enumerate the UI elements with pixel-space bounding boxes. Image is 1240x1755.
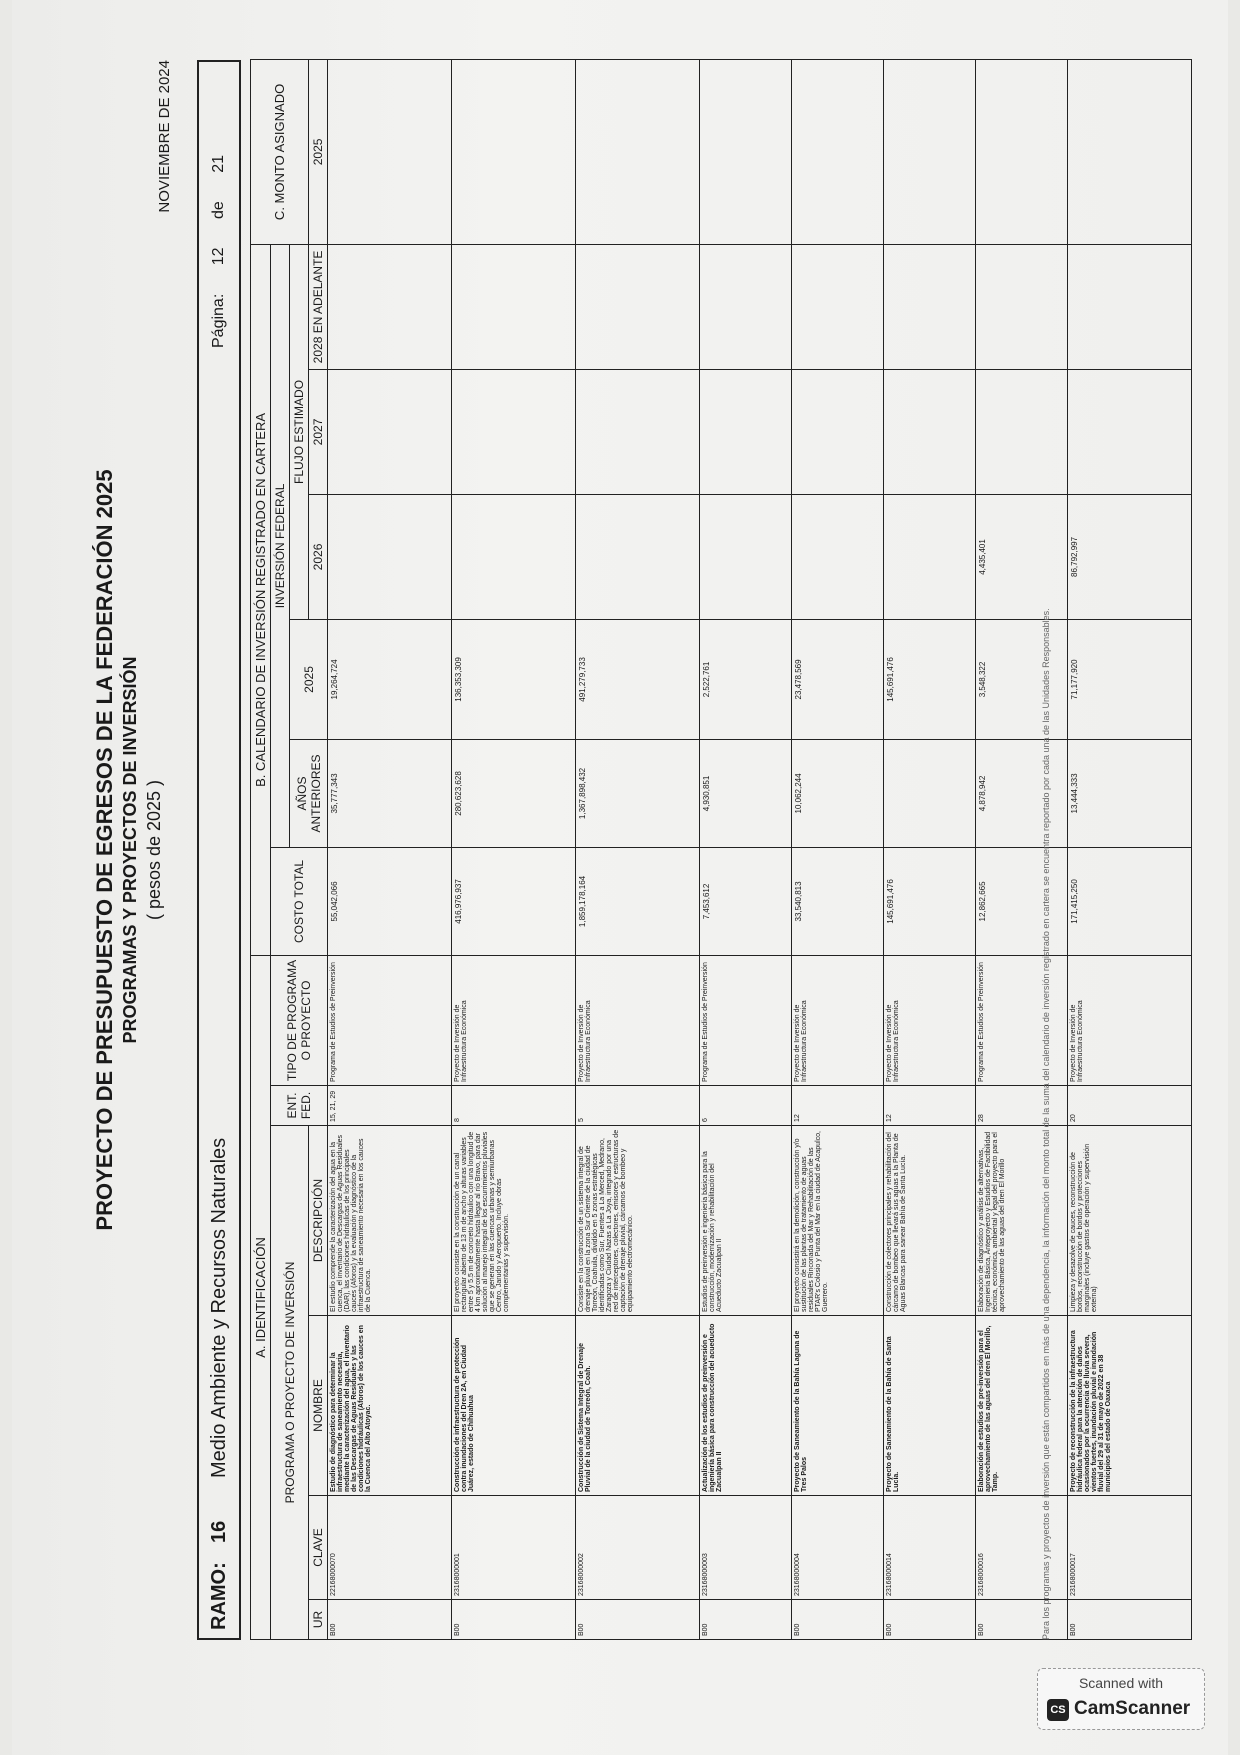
- cell-clave: 23168000003: [700, 1496, 792, 1600]
- nombre-header: NOMBRE: [309, 1316, 328, 1496]
- cell-nombre: Construcción de Sistema Integral de Drenaje Pluvial de la ciudad de Torreón, Coah.: [576, 1316, 700, 1496]
- cell-2027: [884, 369, 976, 494]
- cell-clave: 23168000014: [884, 1496, 976, 1600]
- cell-2027: [1068, 369, 1192, 494]
- cell-ent-fed: 28: [976, 1086, 1068, 1126]
- cell-2026: [792, 494, 884, 619]
- cell-clave: 23168000016: [976, 1496, 1068, 1600]
- cell-descripcion: Limpieza y desazolve de cauces, reconstrucción de bordos, reconstrucción de bordos y protecciones marginales (incluye gastos de operación y supervisión externa): [1068, 1126, 1192, 1316]
- cell-2027: [976, 369, 1068, 494]
- cell-costo-total: 1,859,178,164: [576, 847, 700, 955]
- camscanner-logo-icon: CS: [1047, 1699, 1069, 1721]
- programa-header: PROGRAMA O PROYECTO DE INVERSIÓN: [271, 1126, 309, 1640]
- document-page: [12, 0, 1228, 1755]
- cell-clave: 23168000004: [792, 1496, 884, 1600]
- cell-2027: [452, 369, 576, 494]
- anios-anteriores-header: AÑOS ANTERIORES: [290, 739, 328, 847]
- cell-descripcion: El proyecto consistirá en la demolición, construcción y/o sustitución de las plantas de tratamiento de aguas residuales Rinconada del Mar y Rehabilitación de las PTAR's Colosio y Punta del Mar en la ciudad de Acapulco, Guerrero.: [792, 1126, 884, 1316]
- cell-2026: [576, 494, 700, 619]
- table-row: [884, 59, 976, 1639]
- cell-ent-fed: 8: [452, 1086, 576, 1126]
- cell-2025: 3,548,322: [976, 619, 1068, 739]
- cell-monto-asignado: [792, 59, 884, 244]
- cell-2026: 86,792,997: [1068, 494, 1192, 619]
- table-row: [452, 59, 576, 1639]
- cell-monto-asignado: [576, 59, 700, 244]
- cell-2028: [884, 244, 976, 369]
- cell-anios-anteriores: 280,623,628: [452, 739, 576, 847]
- table-row: [1068, 59, 1192, 1639]
- cell-2027: [792, 369, 884, 494]
- cell-tipo: Proyecto de Inversión de Infraestructura Económica: [1068, 955, 1192, 1085]
- cell-nombre: Elaboración de estudios de pre-inversión para el aprovechamiento de las aguas del dren El Morillo, Tamp.: [976, 1316, 1068, 1496]
- cell-descripcion: Construcción de colectores principales y rehabilitación del cárcamo de bombeo que llevará sus aguas a la Planta de Aguas Blancas para sanear Bahía de Santa Lucía.: [884, 1126, 976, 1316]
- cell-nombre: Construcción de infraestructura de protección contra inundaciones del Dren 2A, en Ciudad Juárez, estado de Chihuahua: [452, 1316, 576, 1496]
- section-c-header: C. MONTO ASIGNADO: [251, 59, 309, 244]
- cell-2028: [700, 244, 792, 369]
- report-title: PROYECTO DE PRESUPUESTO DE EGRESOS DE LA FEDERACIÓN 2025: [92, 469, 117, 1231]
- cell-ur: B00: [576, 1600, 700, 1640]
- cell-costo-total: 416,976,937: [452, 847, 576, 955]
- cell-2025: 145,691,476: [884, 619, 976, 739]
- y2026-header: 2026: [309, 494, 328, 619]
- y2025-header: 2025: [290, 619, 328, 739]
- cell-costo-total: 12,862,665: [976, 847, 1068, 955]
- camscanner-name: CamScanner: [1074, 1698, 1191, 1719]
- cell-2028: [452, 244, 576, 369]
- cell-monto-asignado: [884, 59, 976, 244]
- cell-2025: 491,279,733: [576, 619, 700, 739]
- cell-descripcion: Consiste en la construcción de un sistema integral de drenaje pluvial en la zona Sur Oriente de la ciudad de Torreón, Coahuila, dividido en 5 zonas estratégicas identificadas como Sur, Fuentes a La Merced, Medrano, Zaragoza y Ciudad Nazas a La Joya, integrado por una red de interceptores, colectores, emisores y estructuras de captación de drenaje pluvial, cárcamos de bombeo y equipamiento electromecánico.: [576, 1126, 700, 1316]
- rotated-report: [92, 60, 1112, 1640]
- cell-anios-anteriores: 35,777,343: [328, 739, 452, 847]
- cell-2028: [976, 244, 1068, 369]
- cell-clave: 22168000070: [328, 1496, 452, 1600]
- scanned-with-label: Scanned with: [1078, 1675, 1164, 1691]
- cell-ur: B00: [328, 1600, 452, 1640]
- ur-header: UR: [309, 1600, 328, 1640]
- flujo-estimado-header: FLUJO ESTIMADO: [290, 244, 309, 619]
- section-b-header: B. CALENDARIO DE INVERSIÓN REGISTRADO EN CARTERA: [251, 244, 271, 955]
- cell-2026: 4,435,401: [976, 494, 1068, 619]
- table-row: [792, 59, 884, 1639]
- cell-costo-total: 33,540,813: [792, 847, 884, 955]
- cell-costo-total: 145,691,476: [884, 847, 976, 955]
- cell-tipo: Proyecto de Inversión de Infraestructura Económica: [884, 955, 976, 1085]
- cell-descripcion: El proyecto consiste en la construcción de un canal rectangular abierto de 13 m de ancho y alturas variables entre 5 y 5.5 m de concreto hidráulico con una longitud de 4 km aproximadamente hasta llegar al río Bravo, para dar solución al manejo integral de los escurrimientos pluviales que se generan en las cuencas urbanas y semiurbanas Centro, Jarudo y Aeropuerto. Incluye obras complementarias y supervisión.: [452, 1126, 576, 1316]
- cell-ur: B00: [452, 1600, 576, 1640]
- cell-descripcion: Elaboración de diagnóstico y análisis de alternativas, Ingeniería Básica, Anteproyecto y Estudios de Factibilidad técnica, económica, ambiental y legal del proyecto para el aprovechamiento de las aguas del dren El Morillo: [976, 1126, 1068, 1316]
- cell-2028: [1068, 244, 1192, 369]
- cell-2026: [700, 494, 792, 619]
- page-total: 21: [210, 154, 227, 173]
- cell-anios-anteriores: 4,878,942: [976, 739, 1068, 847]
- c2025-header: 2025: [309, 59, 328, 244]
- cell-tipo: Proyecto de Inversión de Infraestructura Económica: [576, 955, 700, 1085]
- cell-nombre: Proyecto de Saneamiento de la Bahía Laguna de Tres Palos: [792, 1316, 884, 1496]
- table-row: [576, 59, 700, 1639]
- ramo-number: 16: [208, 1520, 230, 1543]
- section-a-header: A. IDENTIFICACIÓN: [251, 955, 271, 1639]
- cell-2026: [884, 494, 976, 619]
- cell-2025: 71,177,920: [1068, 619, 1192, 739]
- cell-ent-fed: 20: [1068, 1086, 1192, 1126]
- cell-descripcion: Estudios de preinversión e ingeniería básica para la construcción, modernización y rehabilitación del Acueducto Zacualpan II: [700, 1126, 792, 1316]
- cell-2028: [328, 244, 452, 369]
- cell-clave: 23168000001: [452, 1496, 576, 1600]
- cell-monto-asignado: [700, 59, 792, 244]
- cell-2025: 136,353,309: [452, 619, 576, 739]
- page-indicator: [210, 131, 228, 348]
- cell-ur: B00: [884, 1600, 976, 1640]
- cell-ent-fed: 12: [792, 1086, 884, 1126]
- cell-monto-asignado: [1068, 59, 1192, 244]
- cell-2028: [792, 244, 884, 369]
- cell-ent-fed: 5: [576, 1086, 700, 1126]
- cell-costo-total: 55,042,066: [328, 847, 452, 955]
- cell-ur: B00: [976, 1600, 1068, 1640]
- cell-2026: [452, 494, 576, 619]
- y2028-header: 2028 EN ADELANTE: [309, 244, 328, 369]
- cell-descripcion: El estudio comprende la caracterización del agua en la cuenca, el inventario de Descargas de Aguas Residuales (DAR), las condiciones hidráulicas de los principales cauces (Aforos) y la evaluación y diagnóstico de la infraestructura de saneamiento necesaria en los cauces de la Cuenca.: [328, 1126, 452, 1316]
- clave-header: CLAVE: [309, 1496, 328, 1600]
- ramo-label: RAMO:: [208, 1562, 230, 1630]
- cell-monto-asignado: [328, 59, 452, 244]
- ramo-bar: [197, 60, 241, 1640]
- cell-ent-fed: 6: [700, 1086, 792, 1126]
- costo-total-header: COSTO TOTAL: [271, 847, 328, 955]
- cell-monto-asignado: [452, 59, 576, 244]
- cell-ur: B00: [700, 1600, 792, 1640]
- cell-nombre: Proyecto de Saneamiento de la Bahía de Santa Lucía.: [884, 1316, 976, 1496]
- cell-tipo: Proyecto de Inversión de Infraestructura Económica: [452, 955, 576, 1085]
- cell-clave: 23168000002: [576, 1496, 700, 1600]
- table-row: [700, 59, 792, 1639]
- cell-anios-anteriores: 1,367,898,432: [576, 739, 700, 847]
- cell-2026: [328, 494, 452, 619]
- ramo-name: Medio Ambiente y Recursos Naturales: [208, 1137, 230, 1478]
- footnote: Para los programas y proyectos de inversión que están compartidos en más de una dependencia, la información del monto total de la suma del calendario de inversión registrado en cartera se encuentra reportado por cada una de las Unidades Responsables.: [1041, 608, 1051, 1640]
- cell-ur: B00: [792, 1600, 884, 1640]
- cell-anios-anteriores: [884, 739, 976, 847]
- page-label: Página:: [210, 293, 227, 348]
- cell-costo-total: 7,453,612: [700, 847, 792, 955]
- cell-anios-anteriores: 13,444,333: [1068, 739, 1192, 847]
- cell-nombre: Actualización de los estudios de preinversión e ingeniería básica para construcción del acueducto Zacualpan II: [700, 1316, 792, 1496]
- tipo-header: TIPO DE PROGRAMA O PROYECTO: [271, 955, 328, 1085]
- cell-anios-anteriores: 4,930,851: [700, 739, 792, 847]
- cell-tipo: Programa de Estudios de Preinversión: [700, 955, 792, 1085]
- cell-2027: [700, 369, 792, 494]
- report-subtitle: PROGRAMAS Y PROYECTOS DE INVERSIÓN: [120, 656, 140, 1044]
- cell-2025: 23,478,569: [792, 619, 884, 739]
- cell-tipo: Programa de Estudios de Preinversión: [976, 955, 1068, 1085]
- inversion-federal-header: INVERSIÓN FEDERAL: [271, 244, 290, 847]
- cell-2025: 2,522,761: [700, 619, 792, 739]
- table-body: [328, 59, 1192, 1639]
- cell-anios-anteriores: 10,062,244: [792, 739, 884, 847]
- table-row: [976, 59, 1068, 1639]
- ent-fed-header: ENT. FED.: [271, 1086, 328, 1126]
- cell-nombre: Proyecto de reconstrucción de la infraestructura hidráulica federal para la atención de daños ocasionados por la ocurrencia de lluvia severa, vientos fuertes, inundación pluvial e inundación fluvial del 29 al 31 de mayo de 2022 en 38 municipios del estado de Oaxaca: [1068, 1316, 1192, 1496]
- cell-2027: [328, 369, 452, 494]
- cell-tipo: Proyecto de Inversión de Infraestructura Económica: [792, 955, 884, 1085]
- descripcion-header: DESCRIPCIÓN: [309, 1126, 328, 1316]
- cell-2028: [576, 244, 700, 369]
- report-currency: ( pesos de 2025 ): [144, 779, 164, 921]
- cell-ur: B00: [1068, 1600, 1192, 1640]
- cell-clave: 23168000017: [1068, 1496, 1192, 1600]
- cell-2027: [576, 369, 700, 494]
- cell-tipo: Programa de Estudios de Preinversión: [328, 955, 452, 1085]
- table-row: [328, 59, 452, 1639]
- cell-monto-asignado: [976, 59, 1068, 244]
- cell-costo-total: 171,415,250: [1068, 847, 1192, 955]
- cell-ent-fed: 15, 21, 29: [328, 1086, 452, 1126]
- page-number: 12: [210, 247, 227, 266]
- cell-nombre: Estudio de diagnóstico para determinar la infraestructura de saneamiento necesaria, mediante la caracterización del agua, el inventario de las Descargas de Aguas Residuales y las condiciones hidráulicas (Aforos) de los cauces en la Cuenca del Alto Atoyac.: [328, 1316, 452, 1496]
- cell-2025: 19,264,724: [328, 619, 452, 739]
- camscanner-watermark: [1037, 1668, 1205, 1730]
- cell-ent-fed: 12: [884, 1086, 976, 1126]
- report-date: NOVIEMBRE DE 2024: [156, 60, 173, 213]
- page-of-label: de: [210, 201, 227, 220]
- y2027-header: 2027: [309, 369, 328, 494]
